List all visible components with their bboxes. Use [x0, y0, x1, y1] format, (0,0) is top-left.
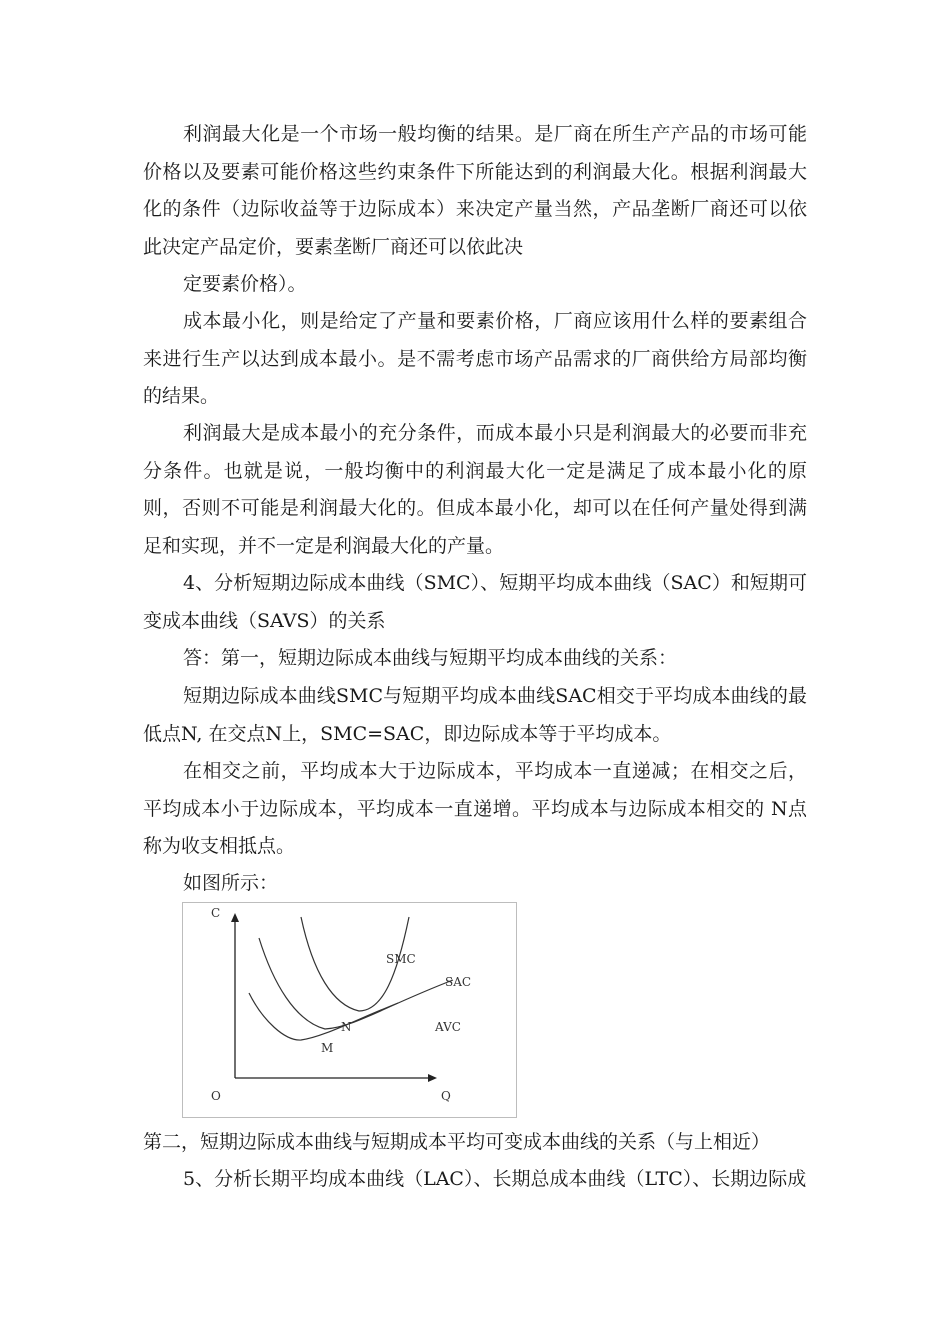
answer-intro: 答：第一，短期边际成本曲线与短期平均成本曲线的关系： [183, 647, 678, 669]
sac-label: SAC [445, 975, 472, 989]
question-4: 4、分析短期边际成本曲线（SMC）、短期平均成本曲线（SAC）和短期可变成本曲线（SAVS）的关系 [143, 572, 807, 632]
paragraph-relation: 利润最大是成本最小的充分条件，而成本最小只是利润最大的必要而非充分条件。也就是说，一般均衡中的利润最大化一定是满足了成本最小化的原则，否则不可能是利润最大化的。但成本最小化，却可以在任何产量处得到满足和实现，并不一定是利润最大化的产量。 [143, 422, 807, 557]
axis-x-label: Q [441, 1089, 451, 1103]
figure-caption-intro: 如图所示： [183, 872, 279, 894]
paragraph-cost-min: 成本最小化，则是给定了产量和要素价格，厂商应该用什么样的要素组合来进行生产以达到成本最小。是不需考虑市场产品需求的厂商供给方局部均衡的结果。 [143, 310, 807, 407]
point-m-label: M [321, 1041, 334, 1055]
sac-curve [259, 938, 453, 1029]
x-axis-arrow-icon [428, 1074, 437, 1082]
avc-label: AVC [435, 1020, 461, 1034]
y-axis-arrow-icon [231, 913, 239, 922]
point-n-label: N [341, 1020, 352, 1034]
paragraph-profit-max-cont: 定要素价格）。 [183, 273, 307, 295]
origin-label: O [211, 1089, 221, 1103]
question-5: 5、分析长期平均成本曲线（LAC）、长期总成本曲线（LTC）、长期边际成 [183, 1168, 807, 1190]
axis-y-label: C [211, 906, 221, 920]
paragraph-smc-sac: 短期边际成本曲线SMC与短期平均成本曲线SAC相交于平均成本曲线的最低点N, 在交点N上，SMC=SAC，即边际成本等于平均成本。 [143, 685, 807, 745]
paragraph-second: 第二，短期边际成本曲线与短期成本平均可变成本曲线的关系（与上相近） [143, 1131, 771, 1153]
avc-curve [249, 993, 398, 1040]
cost-curves-figure [182, 902, 517, 1118]
paragraph-before-after: 在相交之前，平均成本大于边际成本，平均成本一直递减；在相交之后，平均成本小于边际成本，平均成本一直递增。平均成本与边际成本相交的 N点称为收支相抵点。 [143, 760, 807, 857]
smc-label: SMC [386, 952, 416, 966]
cost-curves-diagram [183, 903, 516, 1117]
paragraph-profit-max: 利润最大化是一个市场一般均衡的结果。是厂商在所生产产品的市场可能价格以及要素可能价格这些约束条件下所能达到的利润最大化。根据利润最大化的条件（边际收益等于边际成本）来决定产量当然，产品垄断厂商还可以依此决定产品定价，要素垄断厂商还可以依此决 [143, 123, 807, 258]
